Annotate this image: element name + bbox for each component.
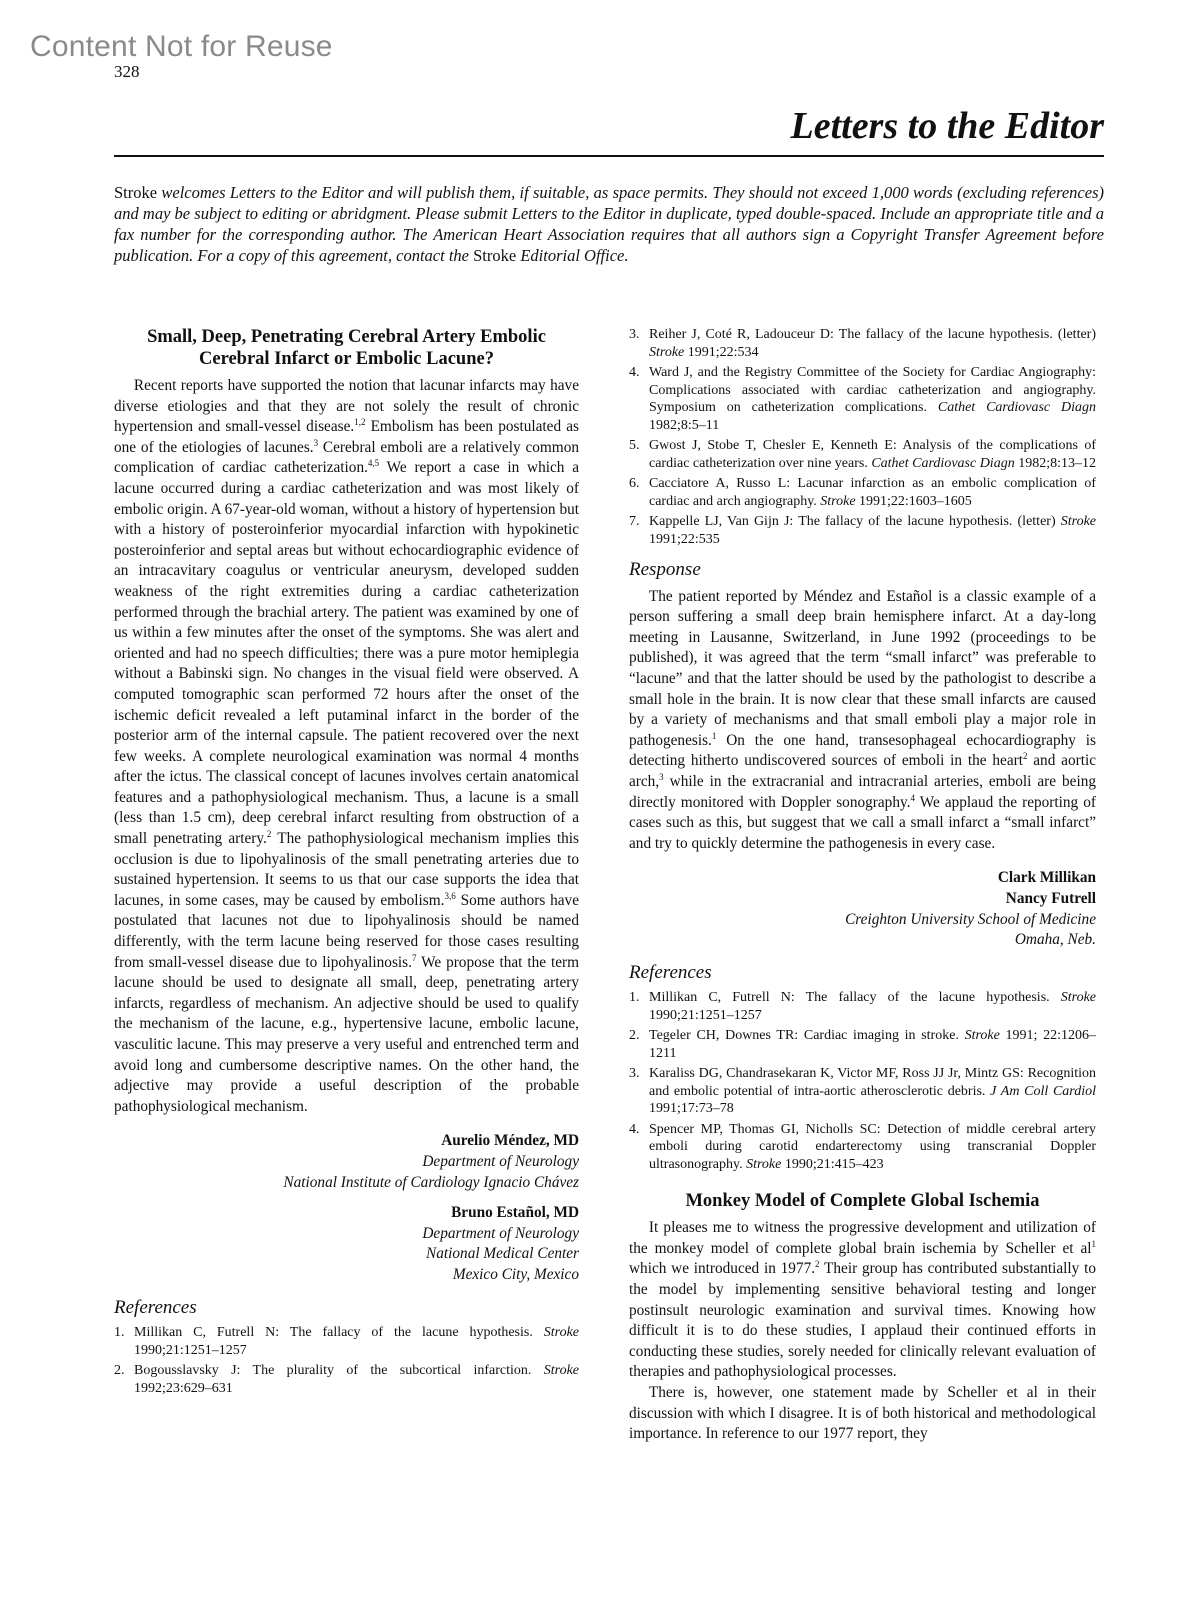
reference-item xyxy=(629,364,1096,434)
reference-item xyxy=(629,1065,1096,1118)
text-run: It pleases me to witness the progressive development and utilization of the monkey model of complete global brain ischemia by Scheller et al xyxy=(629,1219,1096,1257)
letter-title: Monkey Model of Complete Global Ischemia xyxy=(685,1191,1040,1212)
text-run: Bogousslavsky J: The plurality of the subcortical infarction. xyxy=(134,1363,544,1379)
references-heading: References xyxy=(114,1296,197,1318)
text-run: Their group has contributed substantially to the model by implementing sensitive behavioral testing and longer postinsult neurologic examination and survival times. Knowing how difficult it is to do these studies, I applaud their continued efforts in conducting these studies, sorely needed for clinically relevant evaluation of therapies and pathophysiological processes. xyxy=(629,1260,1097,1381)
text-run: We propose that the term lacune should be used to designate all small, deep, penetrating artery infarcts, regardless of mechanism. An adjective should be used to qualify the mechanism of the lacune, e.g., hypertensive lacune, embolic lacune, vasculitic lacune. This may preserve a very useful and entrenched term and avoid long and cumbersome descriptive names. On the other hand, the adjective may provide a useful description of the probable pathophysiological mechanism. xyxy=(114,953,580,1115)
reference-text xyxy=(134,1324,579,1359)
reference-number: 1. xyxy=(114,1325,125,1341)
text-run: Embolism has been postulated as one of the etiologies of lacunes. xyxy=(114,418,579,456)
references-heading: References xyxy=(629,961,712,983)
author-name: Nancy Futrell xyxy=(1005,889,1096,907)
section-title: Letters to the Editor xyxy=(790,105,1104,147)
intro-text: welcomes Letters to the Editor and will publish them, if suitable, as space permits. They should not exceed 1,000 words (excluding references) and may be subject to editing or abridgment. Please submit Letters to the Editor in duplicate, typed double-spaced. Include an appropriate title and a fax number for the corresponding author. The American Heart Association requires that all authors sign a Copyright Transfer Agreement before publication. For a copy of this agreement, contact the xyxy=(114,183,1104,265)
reference-item xyxy=(629,326,1096,361)
citation-superscript: 3,6 xyxy=(444,890,456,901)
journal-abbrev: Stroke xyxy=(820,493,856,509)
citation-superscript: 4,5 xyxy=(367,458,380,469)
response-body xyxy=(629,587,1096,855)
reference-text xyxy=(649,364,1096,434)
citation-superscript: 2 xyxy=(1022,751,1028,762)
citation-superscript: 1,2 xyxy=(354,417,366,428)
reference-text xyxy=(649,1065,1096,1118)
watermark: Content Not for Reuse xyxy=(30,30,333,63)
text-run: 1990;21:1251–1257 xyxy=(134,1342,247,1358)
text-run: 1991;22:534 xyxy=(684,344,759,360)
reference-list xyxy=(629,989,1096,1173)
letter-body xyxy=(629,1218,1096,1383)
left-column xyxy=(114,326,579,1400)
text-run: 1992;23:629–631 xyxy=(134,1380,233,1396)
reference-text xyxy=(649,437,1096,472)
journal-name: Stroke xyxy=(114,183,158,202)
text-run: Cerebral emboli are a relatively common complication of cardiac catheterization. xyxy=(114,438,579,477)
reference-number: 4. xyxy=(629,1121,640,1137)
text-run: We applaud the reporting of cases such as this, but suggest that we call a small infarct a “small infarct” and try to quickly determine the pathogenesis in every case. xyxy=(629,793,1097,852)
reference-list xyxy=(629,326,1096,548)
journal-abbrev: Stroke xyxy=(543,1325,579,1341)
text-run: while in the extracranial and intracranial arteries, emboli are being directly monitored with Doppler sonography. xyxy=(629,772,1096,811)
reference-number: 1. xyxy=(629,990,640,1006)
text-run: Reiher J, Coté R, Ladouceur D: The fallacy of the lacune hypothesis. (letter) xyxy=(649,327,1096,342)
journal-abbrev: Cathet Cardiovasc Diagn xyxy=(871,455,1015,471)
journal-abbrev: Cathet Cardiovasc Diagn xyxy=(937,400,1096,415)
signature-block xyxy=(114,1131,579,1285)
letter-body xyxy=(629,1383,1096,1445)
journal-abbrev: Stroke xyxy=(543,1363,579,1379)
signature-block xyxy=(629,868,1096,950)
author-affiliation: Mexico City, Mexico xyxy=(452,1265,579,1283)
reference-text xyxy=(649,1027,1096,1062)
text-run: which we introduced in 1977. xyxy=(629,1260,816,1278)
text-run: 1982;8:5–11 xyxy=(649,417,720,433)
reference-number: 2. xyxy=(114,1363,125,1379)
text-run: On the one hand, transesophageal echocardiography is detecting hitherto undiscovered sources of emboli in the heart xyxy=(629,731,1096,770)
page-number: 328 xyxy=(114,62,140,81)
text-run: We report a case in which a lacune occurred during a cardiac catheterization and was most likely of embolic origin. A 67-year-old woman, without a history of hypertension but with a history of posteroinferior myocardial infarction with hypokinetic posteroinferior and septal areas but without echocardiographic evidence of an intracavitary coagulus or ventricular aneurysm, developed sudden weakness of the right extremities during a cardiac catheterization performed through the brachial artery. The patient was examined by one of us within a few minutes after the onset of the symptoms. She was alert and oriented and had no speech difficulties; there was a pure motor hemiplegia without a Babinski sign. No changes in the visual field were observed. A computed tomographic scan performed 72 hours after the onset of the ischemic deficit revealed a left putaminal infarct in the border of the posterior arm of the internal capsule. The patient recovered over the next few weeks. A complete neurological examination was normal 4 months after the ictus. The classical concept of lacunes involves certain anatomical features and a pathophysiological mechanism. Thus, a lacune is a small (less than 1.5 cm), deep cerebral infarct resulting from obstruction of a small penetrating artery. xyxy=(114,459,580,848)
reference-item xyxy=(629,437,1096,472)
text-run: There is, however, one statement made by Scheller et al in their discussion with which I disagree. It is of both historical and methodological importance. In reference to our 1977 report, they xyxy=(629,1384,1096,1443)
text-run: and aortic arch, xyxy=(629,752,1096,790)
reference-number: 3. xyxy=(629,327,640,342)
reference-number: 4. xyxy=(629,365,640,380)
text-run: The patient reported by Méndez and Estañol is a classic example of a person suffering a small deep brain hemisphere infarct. At a day-long meeting in Lausanne, Switzerland, in June 1992 (proceedings to be published), it was agreed that the term “small infarct” was preferable to “lacune” and that the latter should be used by the pathologist to describe a small hole in the brain. It is now clear that these small infarcts are caused by a variety of mechanisms and that small emboli play a major role in pathogenesis. xyxy=(629,587,1096,749)
intro-text-end: Editorial Office. xyxy=(516,246,629,265)
author-name: Aurelio Méndez, MD xyxy=(441,1132,579,1150)
citation-superscript: 2 xyxy=(815,1259,820,1270)
journal-abbrev: Stroke xyxy=(746,1156,782,1172)
author-affiliation: Department of Neurology xyxy=(422,1152,579,1170)
text-run: 1990;21:1251–1257 xyxy=(649,1007,762,1023)
reference-item xyxy=(114,1362,579,1397)
reference-text xyxy=(649,513,1096,548)
text-run: 1990;21:415–423 xyxy=(781,1156,884,1172)
right-column xyxy=(629,326,1096,1445)
text-run: The pathophysiological mechanism implies this occlusion is due to lipohyalinosis of the small penetrating arteries due to sustained hypertension. It seems to us that our case supports the idea that lacunes, in some cases, may be caused by embolism. xyxy=(114,830,579,909)
text-run: Spencer MP, Thomas GI, Nicholls SC: Detection of middle cerebral artery emboli during carotid endarterectomy using transcranial Doppler ultrasonography. xyxy=(649,1121,1096,1172)
author-name: Clark Millikan xyxy=(997,869,1096,887)
text-run: Some authors have postulated that lacunes not due to lipohyalinosis should be named differently, with the term lacune being reserved for those cases resulting from small-vessel disease due to lipohyalinosis. xyxy=(114,891,579,971)
text-run: 1991;22:535 xyxy=(649,531,720,547)
letter-body xyxy=(114,376,579,1117)
reference-text xyxy=(134,1362,579,1397)
text-run: 1991;22:1603–1605 xyxy=(855,493,972,509)
reference-item xyxy=(629,513,1096,548)
reference-item xyxy=(629,1121,1096,1174)
text-run: Cacciatore A, Russo L: Lacunar infarction as an embolic complication of cardiac and arch angiography. xyxy=(649,476,1096,509)
journal-abbrev: J Am Coll Cardiol xyxy=(990,1083,1096,1099)
reference-number: 2. xyxy=(629,1028,640,1044)
response-heading: Response xyxy=(629,559,701,580)
intro-paragraph xyxy=(114,182,1104,266)
citation-superscript: 2 xyxy=(266,828,272,839)
text-run: 1991; 22:1206–1211 xyxy=(649,1028,1096,1061)
author-affiliation: Omaha, Neb. xyxy=(1014,931,1096,949)
text-run: Ward J, and the Registry Committee of the Society for Cardiac Angiography: Complications associated with cardiac catheterization and angiography. Symposium on catheterization complications. xyxy=(649,365,1096,415)
author-affiliation: National Medical Center xyxy=(426,1245,579,1263)
title-rule xyxy=(114,155,1104,157)
text-run: Kappelle LJ, Van Gijn J: The fallacy of the lacune hypothesis. (letter) xyxy=(649,514,1061,529)
reference-item xyxy=(629,1027,1096,1062)
letter-title: Small, Deep, Penetrating Cerebral Artery Embolic Cerebral Infarct or Embolic Lacune? xyxy=(147,327,546,369)
author-affiliation: National Institute of Cardiology Ignacio Chávez xyxy=(283,1173,579,1191)
journal-abbrev: Stroke xyxy=(1060,990,1096,1006)
citation-superscript: 1 xyxy=(711,730,717,741)
reference-number: 5. xyxy=(629,438,640,453)
journal-name: Stroke xyxy=(473,246,517,265)
reference-item xyxy=(114,1324,579,1359)
text-run: Millikan C, Futrell N: The fallacy of the lacune hypothesis. xyxy=(649,990,1061,1006)
text-run: Tegeler CH, Downes TR: Cardiac imaging in stroke. xyxy=(649,1028,965,1044)
citation-superscript: 7 xyxy=(411,952,417,963)
reference-number: 3. xyxy=(629,1066,640,1082)
text-run: Millikan C, Futrell N: The fallacy of the lacune hypothesis. xyxy=(134,1325,544,1341)
journal-abbrev: Stroke xyxy=(1060,514,1096,529)
reference-text xyxy=(649,1121,1096,1174)
reference-text xyxy=(649,326,1096,361)
reference-number: 7. xyxy=(629,514,640,529)
text-run: 1982;8:13–12 xyxy=(1014,455,1096,471)
text-run: Recent reports have supported the notion that lacunar infarcts may have diverse etiologies and that they are not solely the result of chronic hypertension and small-vessel disease. xyxy=(114,377,579,436)
author-affiliation: Department of Neurology xyxy=(422,1224,579,1242)
reference-item xyxy=(629,989,1096,1024)
author-name: Bruno Estañol, MD xyxy=(451,1204,579,1222)
text-run: Gwost J, Stobe T, Chesler E, Kenneth E: Analysis of the complications of cardiac catheterization over nine years. xyxy=(649,438,1096,471)
reference-list xyxy=(114,1324,579,1397)
reference-item xyxy=(629,475,1096,510)
citation-superscript: 1 xyxy=(1091,1238,1096,1249)
text-run: 1991;17:73–78 xyxy=(649,1101,734,1117)
reference-text xyxy=(649,989,1096,1024)
text-run: Karaliss DG, Chandrasekaran K, Victor MF, Ross JJ Jr, Mintz GS: Recognition and embolic potential of intra-aortic atherosclerotic debris. xyxy=(649,1066,1096,1099)
citation-superscript: 3 xyxy=(313,437,319,448)
journal-abbrev: Stroke xyxy=(964,1028,1000,1044)
reference-text xyxy=(649,475,1096,510)
reference-number: 6. xyxy=(629,476,640,491)
citation-superscript: 4 xyxy=(910,792,915,803)
author-affiliation: Creighton University School of Medicine xyxy=(845,910,1096,928)
citation-superscript: 3 xyxy=(659,771,664,782)
journal-abbrev: Stroke xyxy=(649,344,685,360)
